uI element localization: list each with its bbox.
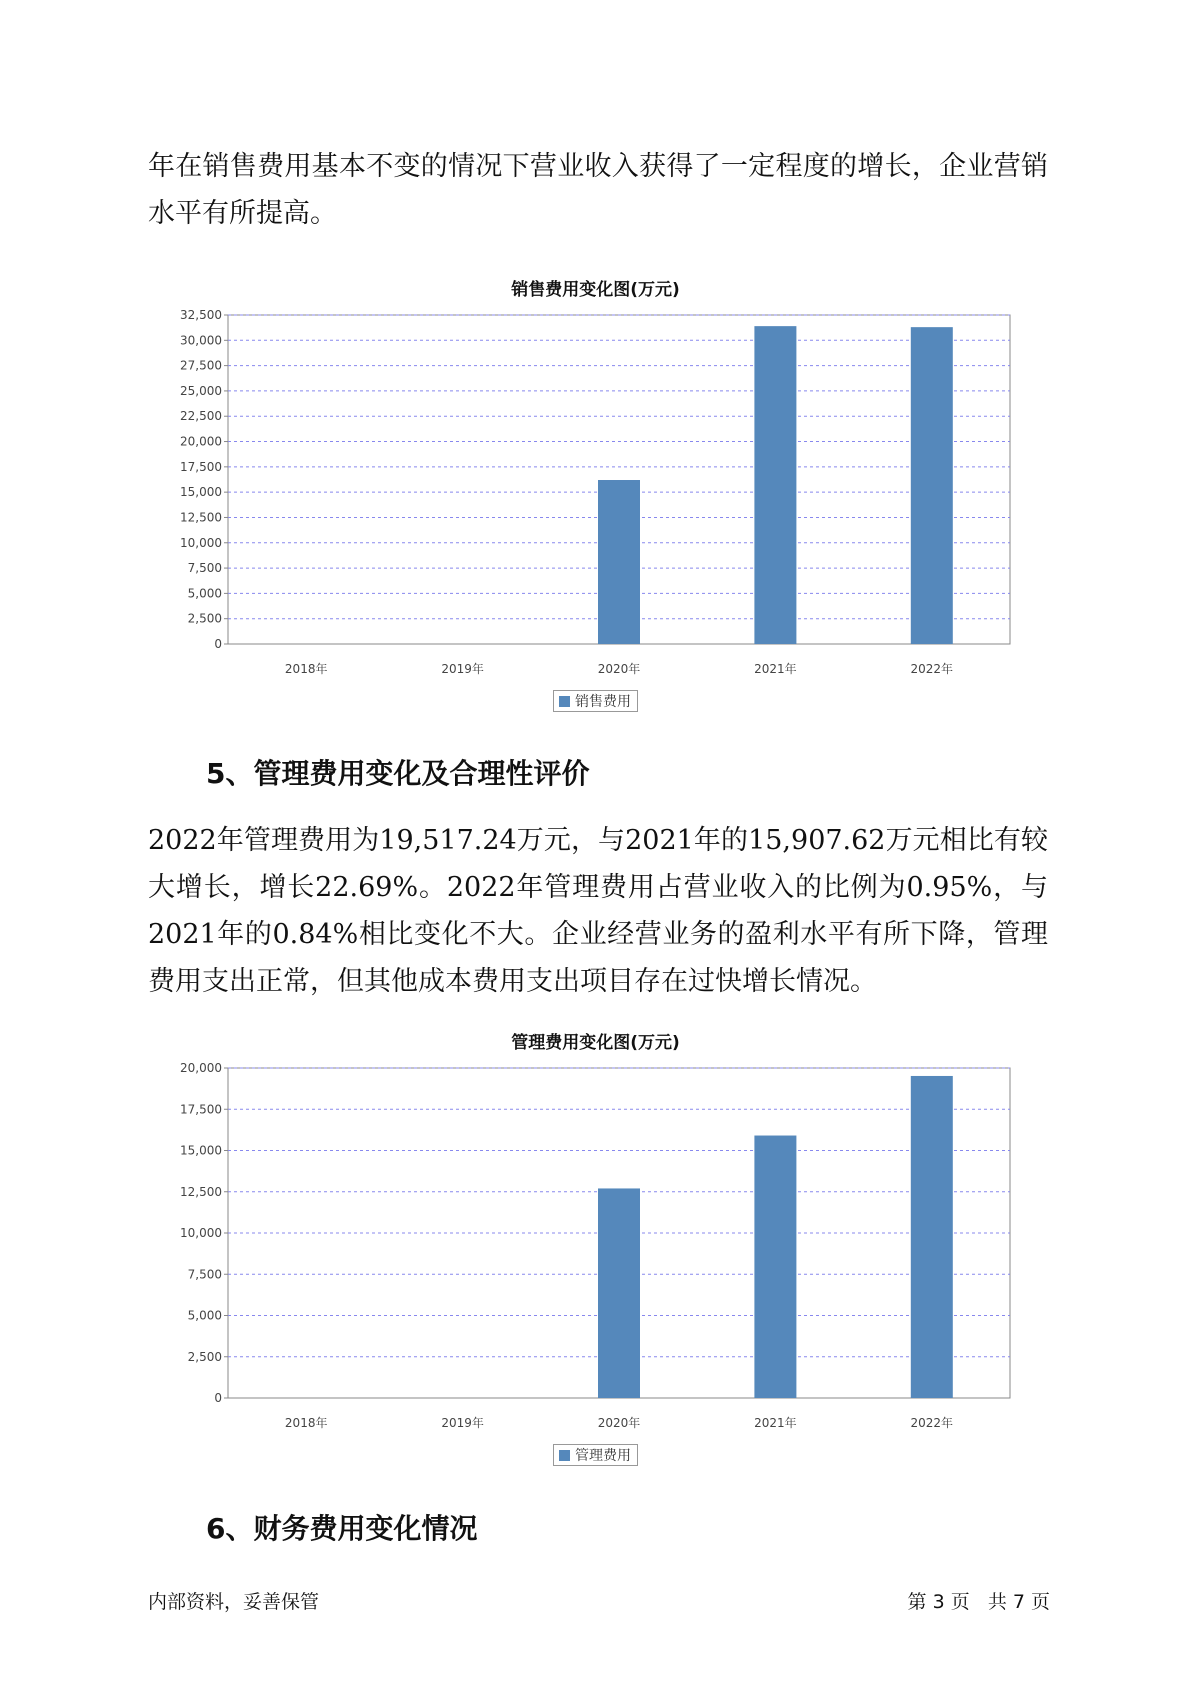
- bar-2020年: [598, 480, 640, 644]
- y-tick-label: 0: [214, 1391, 222, 1405]
- y-tick-label: 10,000: [180, 1226, 222, 1240]
- chart1-legend: [553, 690, 638, 712]
- y-tick-label: 12,500: [180, 1184, 222, 1199]
- paragraph-admin-analysis: 2022年管理费用为19,517.24万元，与2021年的15,907.62万元相比有较大增长，增长22.69%。2022年管理费用占营业收入的比例为0.95%，与2021年的0.84%相比变化不大。企业经营业务的盈利水平有所下降，管理费用支出正常，但其他成本费用支出项目存在过快增长情况。: [148, 825, 1048, 997]
- x-tick-label: 2019年: [441, 1416, 484, 1430]
- footer-page-number: 第 3 页 共 7 页: [907, 1591, 1050, 1613]
- y-tick-label: 15,000: [180, 485, 222, 500]
- x-tick-label: 2018年: [284, 662, 328, 676]
- legend-label: 销售费用: [575, 694, 631, 710]
- bar-2022年: [911, 327, 953, 644]
- y-tick-label: 32,500: [180, 308, 222, 322]
- footer-confidential-note: 内部资料，妥善保管: [148, 1591, 320, 1613]
- paragraph-sales-summary: 年在销售费用基本不变的情况下营业收入获得了一定程度的增长，企业营销水平有所提高。: [148, 151, 1048, 229]
- x-tick-label: 2022年: [910, 662, 954, 676]
- y-tick-label: 20,000: [180, 1061, 222, 1075]
- x-tick-label: 2019年: [441, 662, 484, 676]
- x-tick-label: 2020年: [597, 662, 641, 676]
- x-tick-label: 2021年: [754, 1416, 797, 1430]
- y-tick-label: 17,500: [180, 459, 222, 474]
- y-tick-label: 5,000: [187, 586, 222, 601]
- y-tick-label: 27,500: [180, 358, 222, 373]
- y-tick-label: 20,000: [180, 434, 222, 449]
- y-tick-label: 7,500: [187, 561, 222, 576]
- y-tick-label: 2,500: [187, 611, 222, 626]
- bar-2021年: [754, 326, 796, 644]
- y-tick-label: 12,500: [180, 510, 222, 525]
- bar-2021年: [754, 1136, 796, 1398]
- bar-2022年: [911, 1076, 953, 1398]
- legend-swatch: [559, 696, 570, 707]
- y-tick-label: 22,500: [180, 409, 222, 424]
- y-tick-label: 17,500: [180, 1102, 222, 1117]
- bar-2020年: [598, 1188, 640, 1398]
- section-5-heading: 5、管理费用变化及合理性评价: [206, 757, 590, 790]
- y-tick-label: 0: [214, 637, 222, 651]
- x-tick-label: 2018年: [284, 1416, 328, 1430]
- y-tick-label: 15,000: [180, 1143, 222, 1158]
- x-tick-label: 2020年: [597, 1416, 641, 1430]
- x-tick-label: 2021年: [754, 662, 797, 676]
- legend-label: 管理费用: [575, 1448, 631, 1464]
- y-tick-label: 30,000: [180, 333, 222, 348]
- chart2-legend: [553, 1444, 638, 1466]
- y-tick-label: 5,000: [187, 1308, 222, 1323]
- admin-expense-chart: [0, 1055, 1191, 1435]
- y-tick-label: 10,000: [180, 535, 222, 550]
- section-6-heading: 6、财务费用变化情况: [206, 1512, 478, 1545]
- y-tick-label: 25,000: [180, 383, 222, 398]
- y-tick-label: 2,500: [187, 1349, 222, 1364]
- legend-swatch: [559, 1450, 570, 1461]
- chart2-title: 管理费用变化图(万元): [511, 1033, 680, 1053]
- y-tick-label: 7,500: [187, 1267, 222, 1282]
- x-tick-label: 2022年: [910, 1416, 954, 1430]
- sales-expense-chart: [0, 300, 1191, 680]
- chart1-title: 销售费用变化图(万元): [511, 280, 680, 300]
